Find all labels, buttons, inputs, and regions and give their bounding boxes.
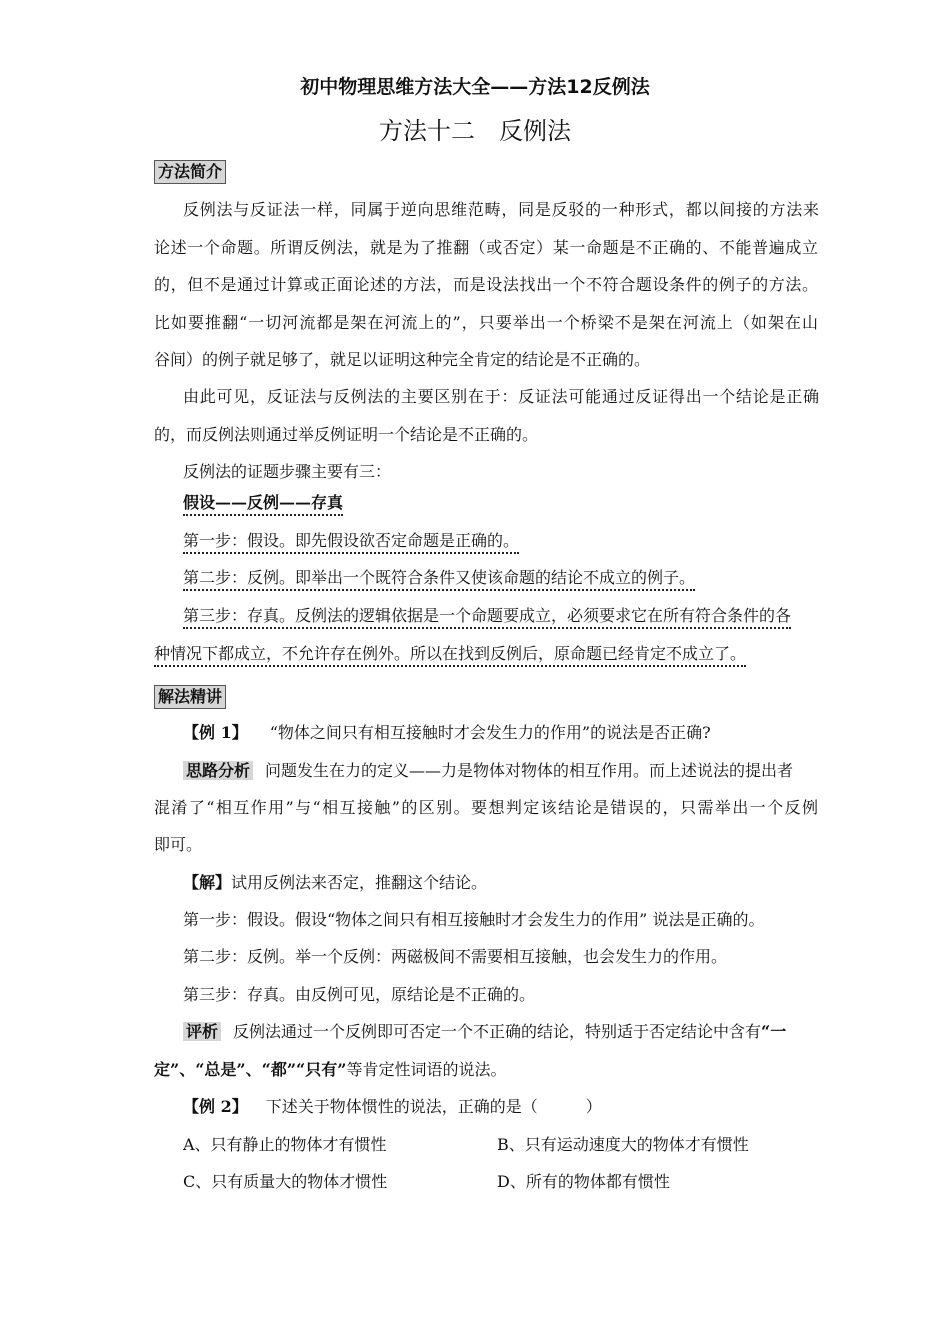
analysis-tag: 思路分析 [183, 761, 253, 780]
intro-line-4: 比如要推翻“一切河流都是架在河流上的”，只要举出一个桥梁不是架在河流上（如架在山 [154, 313, 818, 332]
analysis-line-2: 混淆了“相互作用”与“相互接触”的区别。要想判定该结论是错误的，只需举出一个反例 [154, 798, 818, 817]
option-a: A、只有静止的物体才有惯性 [183, 1135, 387, 1154]
option-b: B、只有运动速度大的物体才有惯性 [497, 1135, 749, 1154]
intro-line-3: 的，但不是通过计算或正面论述的方法，而是设法找出一个不符合题设条件的例子的方法。 [154, 275, 818, 294]
example-2 [183, 1096, 602, 1118]
option-c: C、只有质量大的物体才惯性 [183, 1172, 388, 1191]
comment-line-1 [183, 1021, 786, 1043]
example-2-text: 下述关于物体惯性的说法，正确的是（ ） [265, 1097, 602, 1116]
step-1: 第一步：假设。即先假设欲否定命题是正确的。 [183, 530, 519, 552]
section-heading-intro: 方法简介 [154, 160, 226, 184]
document-subtitle: 方法十二 反例法 [379, 117, 571, 145]
example-1-text: “物体之间只有相互接触时才会发生力的作用”的说法是否正确? [269, 723, 711, 742]
section-heading-method: 解法精讲 [154, 685, 226, 709]
step-3-line-2: 种情况下都成立，不允许存在例外。所以在找到反例后，原命题已经肯定不成立了。 [154, 643, 746, 665]
intro-line-2: 论述一个命题。所谓反例法，就是为了推翻（或否定）某一命题是不正确的、不能普遍成立 [154, 238, 818, 257]
analysis-text-1: 问题发生在力的定义——力是物体对物体的相互作用。而上述说法的提出者 [265, 761, 794, 780]
solution-text: 试用反例法来否定，推翻这个结论。 [231, 873, 488, 892]
document-title: 初中物理思维方法大全——方法12反例法 [300, 76, 650, 98]
step-3-line-1: 第三步：存真。反例法的逻辑依据是一个命题要成立，必须要求它在所有符合条件的各 [183, 605, 819, 627]
comment-text-1: 反例法通过一个反例即可否定一个不正确的结论，特别适于否定结论中含有 [233, 1022, 762, 1041]
example-1-label: 【例 1】 [183, 723, 248, 742]
solution-step-2: 第二步：反例。举一个反例：两磁极间不需要相互接触，也会发生力的作用。 [183, 947, 728, 966]
solution-step-1: 第一步：假设。假设“物体之间只有相互接触时才会发生力的作用” 说法是正确的。 [183, 910, 765, 929]
intro-line-5: 谷间）的例子就足够了，就足以证明这种完全肯定的结论是不正确的。 [154, 350, 651, 369]
comment-text-2: 等肯定性词语的说法。 [346, 1060, 507, 1079]
steps-title: 假设——反例——存真 [183, 492, 343, 514]
example-2-label: 【例 2】 [183, 1097, 248, 1116]
comment-tag: 评析 [183, 1022, 221, 1041]
comment-line-2 [154, 1059, 506, 1081]
comment-quote-1: “一 [761, 1022, 787, 1041]
steps-intro: 反例法的证题步骤主要有三： [183, 462, 392, 481]
intro-p2-line-1: 由此可见，反证法与反例法的主要区别在于：反证法可能通过反证得出一个结论是正确 [183, 387, 819, 406]
analysis-line-3: 即可。 [154, 835, 203, 854]
example-1 [183, 722, 711, 744]
step-2: 第二步：反例。即举出一个既符合条件又使该命题的结论不成立的例子。 [183, 567, 695, 589]
intro-line-1: 反例法与反证法一样，同属于逆向思维范畴，同是反驳的一种形式，都以间接的方法来 [183, 200, 819, 219]
analysis-line-1 [183, 760, 793, 782]
solution-intro [183, 872, 487, 894]
intro-p2-line-2: 的，而反例法则通过举反例证明一个结论是不正确的。 [154, 425, 539, 444]
comment-keywords: 定”、“总是”、“都”“只有” [154, 1060, 347, 1079]
solution-step-3: 第三步：存真。由反例可见，原结论是不正确的。 [183, 985, 536, 1004]
solution-label: 【解】 [183, 873, 232, 892]
option-d: D、所有的物体都有惯性 [497, 1172, 670, 1191]
